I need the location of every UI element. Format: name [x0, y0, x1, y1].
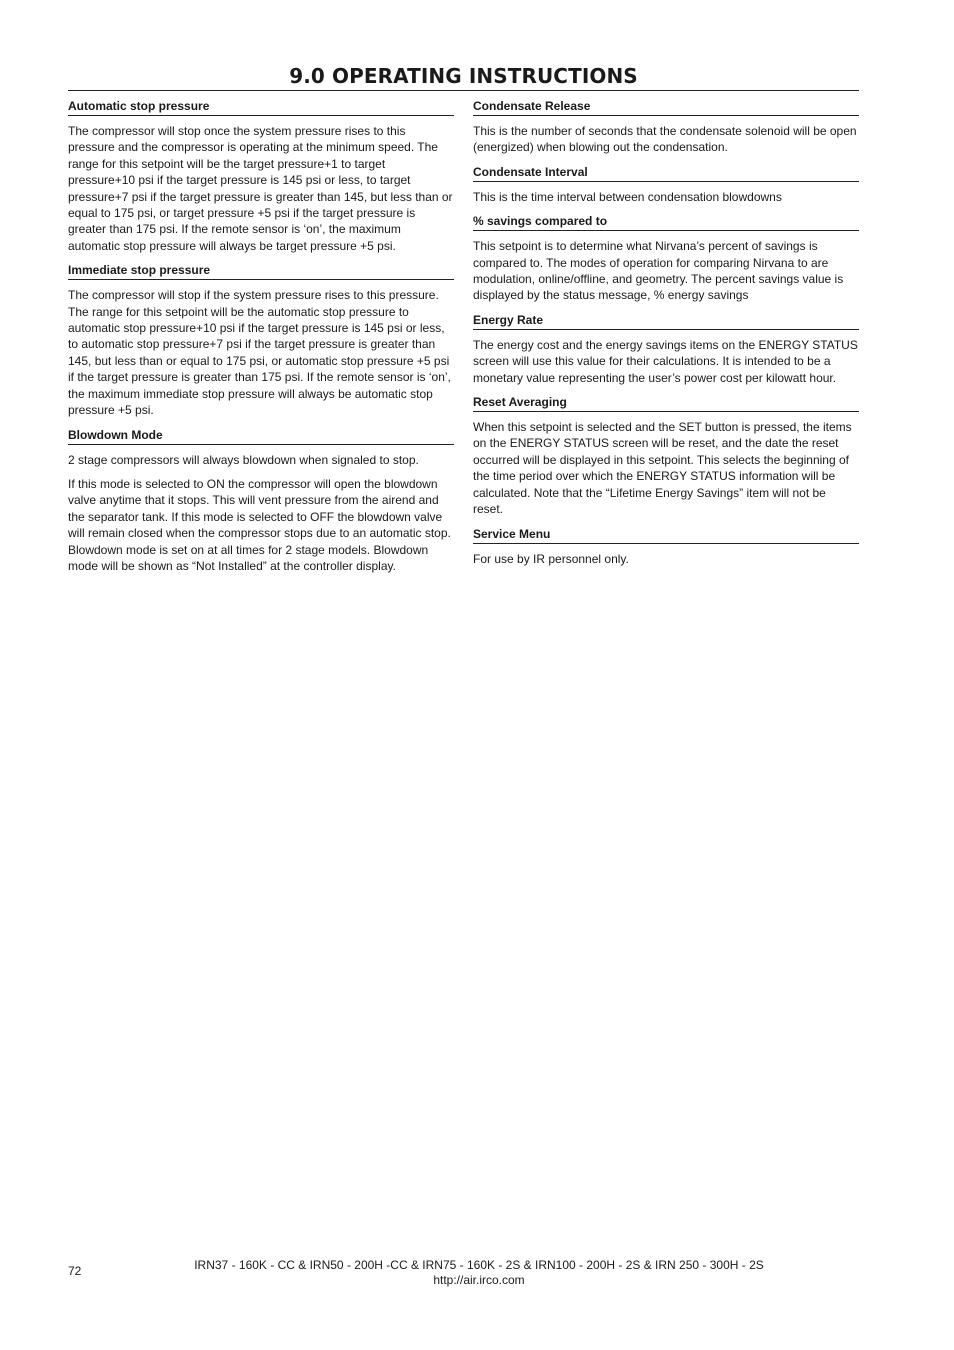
section-paragraph: For use by IR personnel only.	[473, 551, 629, 566]
section-heading: Condensate Release	[473, 98, 859, 116]
section-paragraph: 2 stage compressors will always blowdown when signaled to stop.	[68, 452, 419, 467]
page-title: 9.0 OPERATING INSTRUCTIONS	[289, 64, 638, 88]
section-savings-compared-to	[473, 213, 859, 304]
section-heading: Reset Averaging	[473, 394, 859, 412]
section-paragraph: The compressor will stop if the system pressure rises to this pressure. The range for this setpoint will be the automatic stop pressure to automatic stop pressure+10 psi if the target pressure is 145 psi or less, to automatic stop pressure+7 psi if the target pressure is greater than 145, but less than or equal to 175 psi, or automatic stop pressure +5 psi if the target pressure is greater than 175 psi. If the remote sensor is ‘on’, the maximum immediate stop pressure will always be automatic stop pressure +5 psi.	[68, 288, 451, 418]
section-heading: Blowdown Mode	[68, 427, 454, 445]
section-heading: Condensate Interval	[473, 164, 859, 182]
section-paragraph: When this setpoint is selected and the SET button is pressed, the items on the ENERGY STATUS screen will be reset, and the date the reset occurred will be displayed in this setpoint. This selects the beginning of the time period over which the ENERGY STATUS information will be calculated. Note that the “Lifetime Energy Savings” item will not be reset.	[473, 420, 852, 517]
page-number: 72	[68, 1264, 82, 1278]
footer	[100, 1258, 858, 1287]
section-paragraph: This is the time interval between condensation blowdowns	[473, 189, 782, 204]
section-heading: % savings compared to	[473, 213, 859, 231]
left-column	[68, 98, 454, 582]
section-heading: Service Menu	[473, 526, 859, 544]
title-divider	[68, 90, 859, 91]
section-energy-rate	[473, 312, 859, 386]
section-reset-averaging	[473, 394, 859, 517]
right-column	[473, 98, 859, 575]
section-heading: Immediate stop pressure	[68, 262, 454, 280]
section-paragraph: This is the number of seconds that the condensate solenoid will be open (energized) when blowing out the condensation.	[473, 124, 857, 155]
section-paragraph: This setpoint is to determine what Nirvana’s percent of savings is compared to. The modes of operation for comparing Nirvana to are modulation, online/offline, and geometry. The percent savings value is displayed by the status message, % energy savings	[473, 239, 844, 303]
section-blowdown-mode	[68, 427, 454, 575]
section-heading: Automatic stop pressure	[68, 98, 454, 116]
section-heading: Energy Rate	[473, 312, 859, 330]
section-condensate-interval	[473, 164, 859, 205]
footer-url: http://air.irco.com	[433, 1272, 525, 1287]
section-paragraph: The compressor will stop once the system pressure rises to this pressure and the compressor is operating at the minimum speed. The range for this setpoint will be the target pressure+1 to target pressure+10 psi if the target pressure is 145 psi or less, to target pressure+7 psi if the target pressure is greater than 145, but less than or equal to 175 psi, or target pressure +5 psi if the target pressure is greater than 175 psi. If the remote sensor is ‘on’, the maximum automatic stop pressure will always be target pressure +5 psi.	[68, 124, 453, 253]
footer-models: IRN37 - 160K - CC & IRN50 - 200H -CC & IRN75 - 160K - 2S & IRN100 - 200H - 2S & IRN 250 - 300H - 2S	[194, 1258, 764, 1272]
section-immediate-stop-pressure	[68, 262, 454, 418]
section-service-menu	[473, 526, 859, 567]
section-condensate-release	[473, 98, 859, 156]
section-paragraph: If this mode is selected to ON the compressor will open the blowdown valve anytime that it stops. This will vent pressure from the airend and the separator tank. If this mode is selected to OFF the blowdown valve will remain closed when the compressor stops due to an automatic stop. Blowdown mode is set on at all times for 2 stage models. Blowdown mode will be shown as “Not Installed” at the controller display.	[68, 476, 451, 573]
section-paragraph: The energy cost and the energy savings items on the ENERGY STATUS screen will use this value for their calculations. It is intended to be a monetary value representing the user’s power cost per kilowatt hour.	[473, 337, 858, 385]
section-automatic-stop-pressure	[68, 98, 454, 254]
